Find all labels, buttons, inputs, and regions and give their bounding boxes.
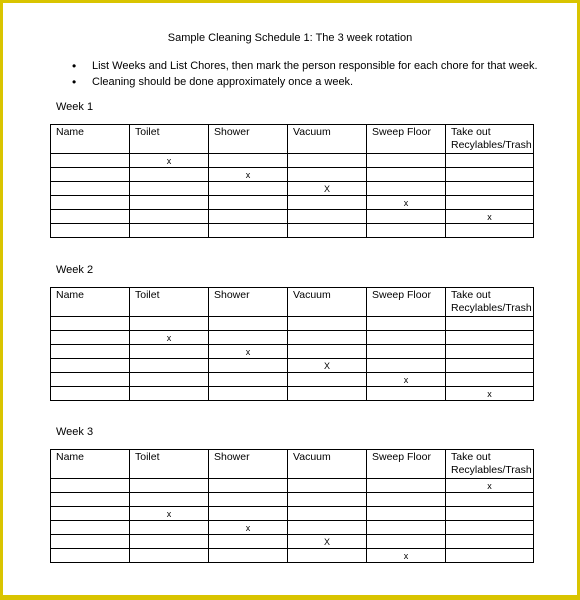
table-cell	[446, 373, 534, 387]
column-header: Sweep Floor	[367, 450, 446, 479]
table-cell	[288, 507, 367, 521]
table-cell	[367, 182, 446, 196]
table-cell	[367, 317, 446, 331]
table-cell	[446, 549, 534, 563]
table-cell	[446, 317, 534, 331]
table-cell	[51, 373, 130, 387]
table-cell	[446, 154, 534, 168]
instruction-item: • Cleaning should be done approximately once a week.	[72, 74, 538, 90]
table-cell	[51, 196, 130, 210]
table-cell	[367, 493, 446, 507]
table-cell	[51, 493, 130, 507]
table-cell: x	[209, 168, 288, 182]
table-cell	[288, 331, 367, 345]
table-cell	[51, 549, 130, 563]
table-cell	[130, 359, 209, 373]
table-cell	[209, 182, 288, 196]
column-header: Name	[51, 450, 130, 479]
table-row	[51, 224, 534, 238]
table-cell	[51, 521, 130, 535]
table-cell	[130, 387, 209, 401]
week-1-table	[50, 124, 534, 238]
table-cell: x	[209, 345, 288, 359]
table-cell	[367, 507, 446, 521]
table-cell	[288, 168, 367, 182]
table-cell	[130, 493, 209, 507]
table-cell	[209, 493, 288, 507]
table-row	[51, 168, 534, 182]
week-1-label: Week 1	[56, 101, 94, 113]
week-2-label: Week 2	[56, 264, 94, 276]
table-cell	[288, 387, 367, 401]
table-cell	[446, 331, 534, 345]
table-cell	[446, 345, 534, 359]
table-cell	[446, 493, 534, 507]
table-cell	[209, 196, 288, 210]
table-row	[51, 317, 534, 331]
column-header: Sweep Floor	[367, 125, 446, 154]
table-cell	[130, 196, 209, 210]
table-row	[51, 182, 534, 196]
table-cell	[209, 154, 288, 168]
column-header: Vacuum	[288, 450, 367, 479]
table-row	[51, 507, 534, 521]
table-row	[51, 345, 534, 359]
table-cell: X	[288, 182, 367, 196]
table-cell	[367, 210, 446, 224]
table-cell	[288, 317, 367, 331]
table-cell: x	[446, 479, 534, 493]
table-header-row	[51, 450, 534, 479]
table-cell	[446, 182, 534, 196]
table-cell	[446, 521, 534, 535]
table-cell	[446, 168, 534, 182]
table-cell	[209, 549, 288, 563]
table-cell	[51, 507, 130, 521]
table-cell	[288, 549, 367, 563]
table-cell	[446, 359, 534, 373]
week-3-label: Week 3	[56, 426, 94, 438]
column-header: Toilet	[130, 125, 209, 154]
table-cell	[130, 373, 209, 387]
table-cell: x	[446, 210, 534, 224]
table-cell	[367, 154, 446, 168]
table-cell: x	[130, 154, 209, 168]
table-cell	[130, 535, 209, 549]
table-cell: x	[446, 387, 534, 401]
column-header: Shower	[209, 125, 288, 154]
week-3-table	[50, 449, 534, 563]
table-cell: x	[130, 331, 209, 345]
table-cell	[51, 210, 130, 224]
table-cell	[446, 535, 534, 549]
table-cell	[367, 359, 446, 373]
table-cell: X	[288, 535, 367, 549]
table-cell	[130, 224, 209, 238]
table-row	[51, 196, 534, 210]
table-row	[51, 479, 534, 493]
table-header-row	[51, 288, 534, 317]
table-cell	[130, 182, 209, 196]
table-row	[51, 549, 534, 563]
table-row	[51, 359, 534, 373]
table-cell	[288, 154, 367, 168]
instruction-list	[72, 58, 538, 90]
instruction-item: • List Weeks and List Chores, then mark the person responsible for each chore for that week.	[72, 58, 538, 74]
table-cell	[367, 331, 446, 345]
table-cell	[51, 154, 130, 168]
table-row	[51, 387, 534, 401]
table-cell: x	[367, 196, 446, 210]
table-cell	[209, 359, 288, 373]
table-cell	[130, 521, 209, 535]
column-header: Name	[51, 288, 130, 317]
table-cell: x	[209, 521, 288, 535]
week-2-table	[50, 287, 534, 401]
table-header-row	[51, 125, 534, 154]
column-header: Take out Recylables/Trash	[446, 450, 534, 479]
table-cell	[367, 387, 446, 401]
column-header: Toilet	[130, 288, 209, 317]
table-cell	[130, 549, 209, 563]
table-cell	[51, 359, 130, 373]
table-cell	[288, 224, 367, 238]
table-cell	[51, 479, 130, 493]
table-cell	[130, 168, 209, 182]
column-header: Take out Recylables/Trash	[446, 288, 534, 317]
table-cell	[51, 182, 130, 196]
column-header: Shower	[209, 288, 288, 317]
table-cell	[51, 535, 130, 549]
table-cell	[51, 224, 130, 238]
table-cell	[130, 317, 209, 331]
table-cell	[130, 479, 209, 493]
table-cell	[209, 507, 288, 521]
table-cell	[446, 224, 534, 238]
table-row	[51, 331, 534, 345]
table-cell	[209, 479, 288, 493]
column-header: Name	[51, 125, 130, 154]
table-cell	[288, 373, 367, 387]
table-cell	[209, 210, 288, 224]
column-header: Shower	[209, 450, 288, 479]
table-cell	[288, 521, 367, 535]
table-cell	[209, 317, 288, 331]
table-row	[51, 521, 534, 535]
table-row	[51, 373, 534, 387]
table-cell	[367, 479, 446, 493]
table-cell	[209, 387, 288, 401]
table-cell	[209, 331, 288, 345]
column-header: Take out Recylables/Trash	[446, 125, 534, 154]
table-row	[51, 535, 534, 549]
table-cell	[288, 479, 367, 493]
table-cell	[209, 535, 288, 549]
table-cell	[367, 345, 446, 359]
table-cell	[51, 317, 130, 331]
table-cell: x	[367, 373, 446, 387]
table-cell	[446, 196, 534, 210]
table-cell: x	[367, 549, 446, 563]
table-cell	[51, 387, 130, 401]
column-header: Sweep Floor	[367, 288, 446, 317]
table-cell	[51, 168, 130, 182]
table-cell	[288, 493, 367, 507]
table-cell	[367, 168, 446, 182]
table-row	[51, 493, 534, 507]
table-cell	[51, 345, 130, 359]
document-title: Sample Cleaning Schedule 1: The 3 week rotation	[167, 32, 413, 44]
table-cell: X	[288, 359, 367, 373]
table-cell	[51, 331, 130, 345]
column-header: Vacuum	[288, 125, 367, 154]
table-cell	[288, 196, 367, 210]
table-cell	[209, 224, 288, 238]
table-row	[51, 154, 534, 168]
table-cell	[367, 224, 446, 238]
table-cell	[288, 210, 367, 224]
table-cell	[130, 345, 209, 359]
table-cell	[367, 521, 446, 535]
table-cell	[446, 507, 534, 521]
table-cell	[209, 373, 288, 387]
table-cell	[288, 345, 367, 359]
column-header: Vacuum	[288, 288, 367, 317]
table-row	[51, 210, 534, 224]
table-cell	[130, 210, 209, 224]
table-cell	[367, 535, 446, 549]
column-header: Toilet	[130, 450, 209, 479]
table-cell: x	[130, 507, 209, 521]
